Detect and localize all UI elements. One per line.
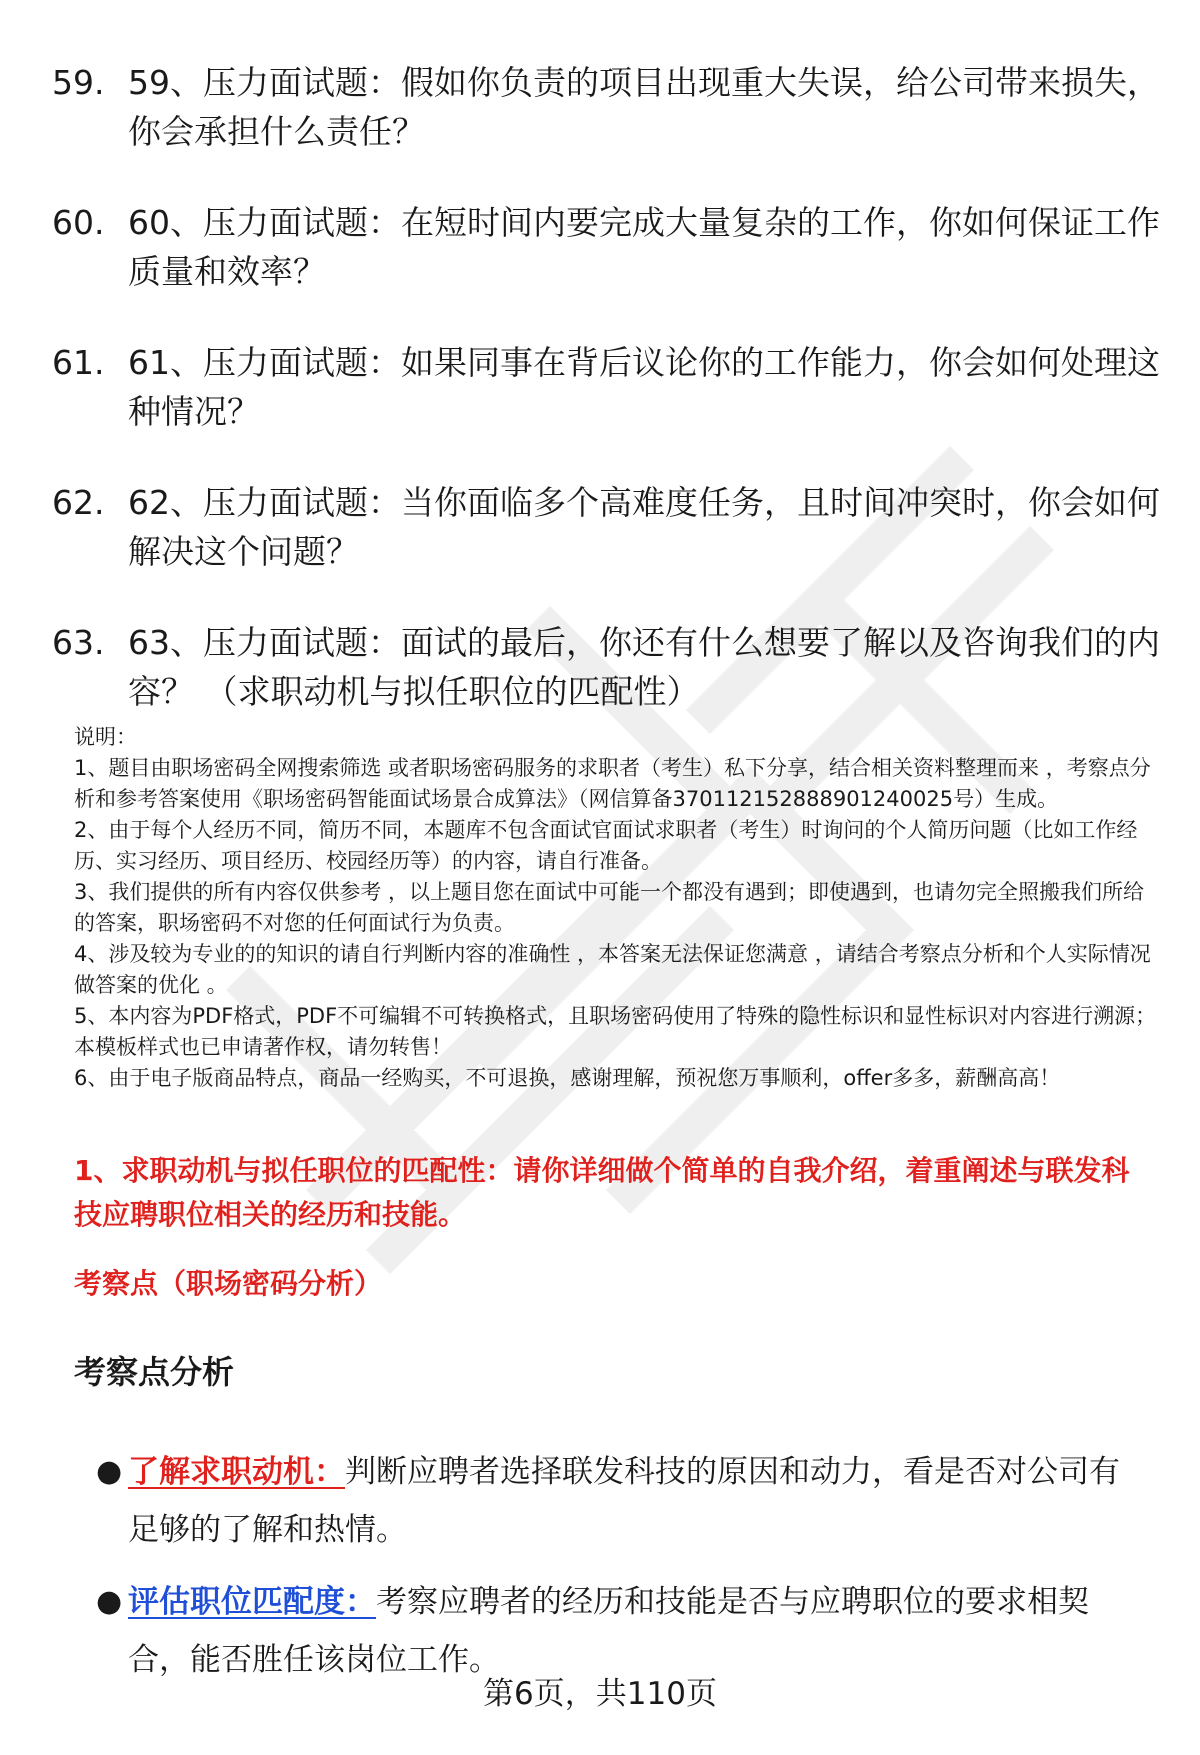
analysis-subheading: 考察点（职场密码分析） bbox=[74, 1267, 383, 1300]
question-text: 60、压力面试题：在短时间内要完成大量复杂的工作，你如何保证工作质量和效率？ bbox=[128, 203, 1160, 291]
question-text: 61、压力面试题：如果同事在背后议论你的工作能力，你会如何处理这种情况？ bbox=[128, 343, 1160, 431]
note-item: 3、我们提供的所有内容仅供参考 ，以上题目您在面试中可能一个都没有遇到；即使遇到，也请勿完全照搬我们所给的答案，职场密码不对您的任何面试行为负责。 bbox=[74, 880, 1145, 935]
question-item bbox=[52, 338, 1162, 436]
question-number: 61. bbox=[52, 343, 105, 382]
question-item bbox=[52, 478, 1162, 576]
question-number: 63. bbox=[52, 623, 105, 662]
bullet-text: 判断应聘者选择联发科技的原因和动力，看是否对公司有足够的了解和热情。 bbox=[128, 1454, 1120, 1548]
section-heading: 考察点分析 bbox=[74, 1353, 235, 1391]
question-text: 63、压力面试题：面试的最后，你还有什么想要了解以及咨询我们的内容？ （求职动机与拟任职位的匹配性） bbox=[128, 623, 1160, 711]
question-item bbox=[52, 198, 1162, 296]
analysis-bullets bbox=[96, 1443, 1146, 1703]
question-text: 62、压力面试题：当你面临多个高难度任务，且时间冲突时，你会如何解决这个问题？ bbox=[128, 483, 1160, 571]
bullet-dot-icon: ● bbox=[96, 1584, 123, 1619]
question-text: 59、压力面试题：假如你负责的项目出现重大失误，给公司带来损失，你会承担什么责任？ bbox=[128, 63, 1160, 151]
note-item: 4、涉及较为专业的的知识的请自行判断内容的准确性 ，本答案无法保证您满意 ，请结合考察点分析和个人实际情况做答案的优化 。 bbox=[74, 942, 1151, 997]
note-item: 6、由于电子版商品特点，商品一经购买，不可退换，感谢理解，预祝您万事顺利，offer多多，薪酬高高！ bbox=[74, 1066, 1061, 1090]
note-item: 5、本内容为PDF格式，PDF不可编辑不可转换格式，且职场密码使用了特殊的隐性标识和显性标识对内容进行溯源；本模板样式也已申请著作权，请勿转售！ bbox=[74, 1004, 1157, 1059]
bullet-text: 考察应聘者的经历和技能是否与应聘职位的要求相契合，能否胜任该岗位工作。 bbox=[128, 1584, 1089, 1678]
question-item bbox=[52, 58, 1162, 156]
bullet-key: 评估职位匹配度： bbox=[128, 1584, 376, 1620]
page-footer: 第6页，共110页 bbox=[483, 1676, 717, 1712]
note-item: 1、题目由职场密码全网搜索筛选 或者职场密码服务的求职者（考生）私下分享，结合相关资料整理而来 ，考察点分析和参考答案使用《职场密码智能面试场景合成算法》（网信算备370112152888901240025号）生成。 bbox=[74, 756, 1151, 811]
bullet-dot-icon: ● bbox=[96, 1454, 123, 1489]
question-list bbox=[52, 58, 1162, 758]
note-item: 2、由于每个人经历不同，简历不同，本题库不包含面试官面试求职者（考生）时询问的个人简历问题（比如工作经历、实习经历、项目经历、校园经历等）的内容，请自行准备。 bbox=[74, 818, 1138, 873]
notes-section bbox=[74, 722, 1164, 1094]
bullet-item bbox=[96, 1443, 1146, 1559]
bullet-key: 了解求职动机： bbox=[128, 1454, 345, 1490]
question-item bbox=[52, 618, 1162, 716]
question-number: 62. bbox=[52, 483, 105, 522]
notes-title: 说明： bbox=[74, 725, 137, 749]
bullet-body bbox=[128, 1443, 1146, 1559]
featured-question: 1、求职动机与拟任职位的匹配性：请你详细做个简单的自我介绍，着重阐述与联发科技应聘职位相关的经历和技能。 bbox=[74, 1154, 1130, 1231]
question-number: 60. bbox=[52, 203, 105, 242]
question-number: 59. bbox=[52, 63, 105, 102]
